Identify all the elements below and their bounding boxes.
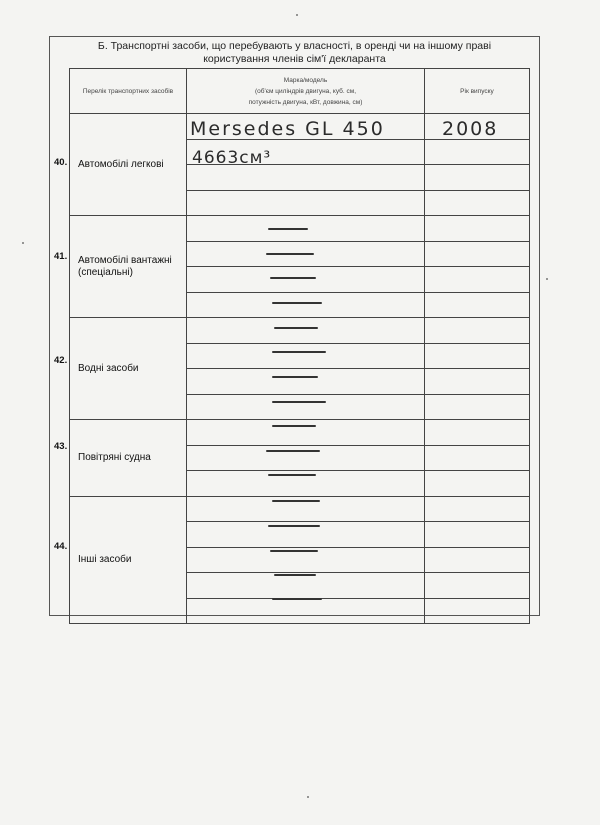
category-label: Автомобілі легкові [78,158,164,170]
empty-dash [268,228,308,230]
header-vehicle-list: Перелік транспортних засобів [70,69,187,114]
table-header-row [70,69,530,114]
category-label: Повітряні судна [78,451,151,463]
category-label: Інші засоби [78,553,132,565]
empty-dash [272,425,316,427]
year-cell[interactable] [425,267,530,293]
year-cell[interactable] [425,471,530,497]
empty-dash [272,351,326,353]
handwritten-volume: 4663см³ [192,148,272,168]
scan-speck [307,796,309,798]
year-cell[interactable] [425,292,530,318]
year-cell[interactable] [425,496,530,522]
year-cell[interactable] [425,573,530,599]
model-cell[interactable] [187,598,425,624]
scan-speck [546,278,548,280]
category-cell [70,216,187,318]
year-cell[interactable] [425,598,530,624]
empty-dash [274,327,318,329]
section-title-line1: Б. Транспортні засоби, що перебувають у власності, в оренді чи на іншому праві [97,40,492,52]
header-model [187,69,425,114]
empty-dash [272,401,326,403]
section-title-line2: користування членів сім'ї декларанта [203,53,386,65]
header-model-note2: потужність двигуна, кВт, довжина, см) [248,98,363,106]
header-model-note1: (об'єм циліндрів двигуна, куб. см, [254,87,357,95]
empty-dash [266,253,314,255]
empty-dash [270,550,318,552]
year-cell[interactable] [425,318,530,344]
category-cell [70,420,187,497]
model-cell[interactable] [187,292,425,318]
model-cell[interactable] [187,318,425,344]
model-cell[interactable] [187,369,425,395]
empty-dash [268,474,316,476]
model-cell[interactable] [187,165,425,191]
section-title [49,40,540,66]
scan-speck [296,14,298,16]
empty-dash [266,450,320,452]
model-cell[interactable] [187,394,425,420]
year-cell[interactable] [425,547,530,573]
table-row [70,318,530,344]
empty-dash [270,277,316,279]
empty-dash [272,598,322,600]
row-number: 42. [54,355,68,366]
year-cell[interactable] [425,343,530,369]
year-cell[interactable] [425,445,530,471]
year-cell[interactable] [425,394,530,420]
model-cell[interactable] [187,267,425,293]
handwritten-year: 2008 [442,118,499,140]
model-cell[interactable] [187,445,425,471]
header-year: Рік випуску [425,69,530,114]
model-cell[interactable] [187,420,425,446]
scan-speck [22,242,24,244]
category-cell [70,114,187,216]
row-number: 40. [54,157,68,168]
model-cell[interactable] [187,573,425,599]
year-cell[interactable] [425,139,530,165]
category-cell [70,496,187,624]
model-cell[interactable] [187,343,425,369]
empty-dash [268,525,320,527]
year-cell[interactable] [425,216,530,242]
empty-dash [272,302,322,304]
header-model-title: Марка/модель [283,76,328,84]
year-cell[interactable] [425,190,530,216]
row-number: 43. [54,441,68,452]
table-row [70,420,530,446]
empty-dash [274,574,316,576]
year-cell[interactable] [425,522,530,548]
row-number: 41. [54,251,68,262]
year-cell[interactable] [425,165,530,191]
empty-dash [272,376,318,378]
year-cell[interactable] [425,369,530,395]
year-cell[interactable] [425,241,530,267]
category-label: Автомобілі вантажні (спеціальні) [78,254,172,278]
empty-dash [272,500,320,502]
category-cell [70,318,187,420]
model-cell[interactable] [187,190,425,216]
handwritten-model: Mersedes GL 450 [190,118,385,140]
vehicles-table [69,68,530,624]
year-cell[interactable] [425,420,530,446]
category-label: Водні засоби [78,362,139,374]
row-number: 44. [54,541,68,552]
